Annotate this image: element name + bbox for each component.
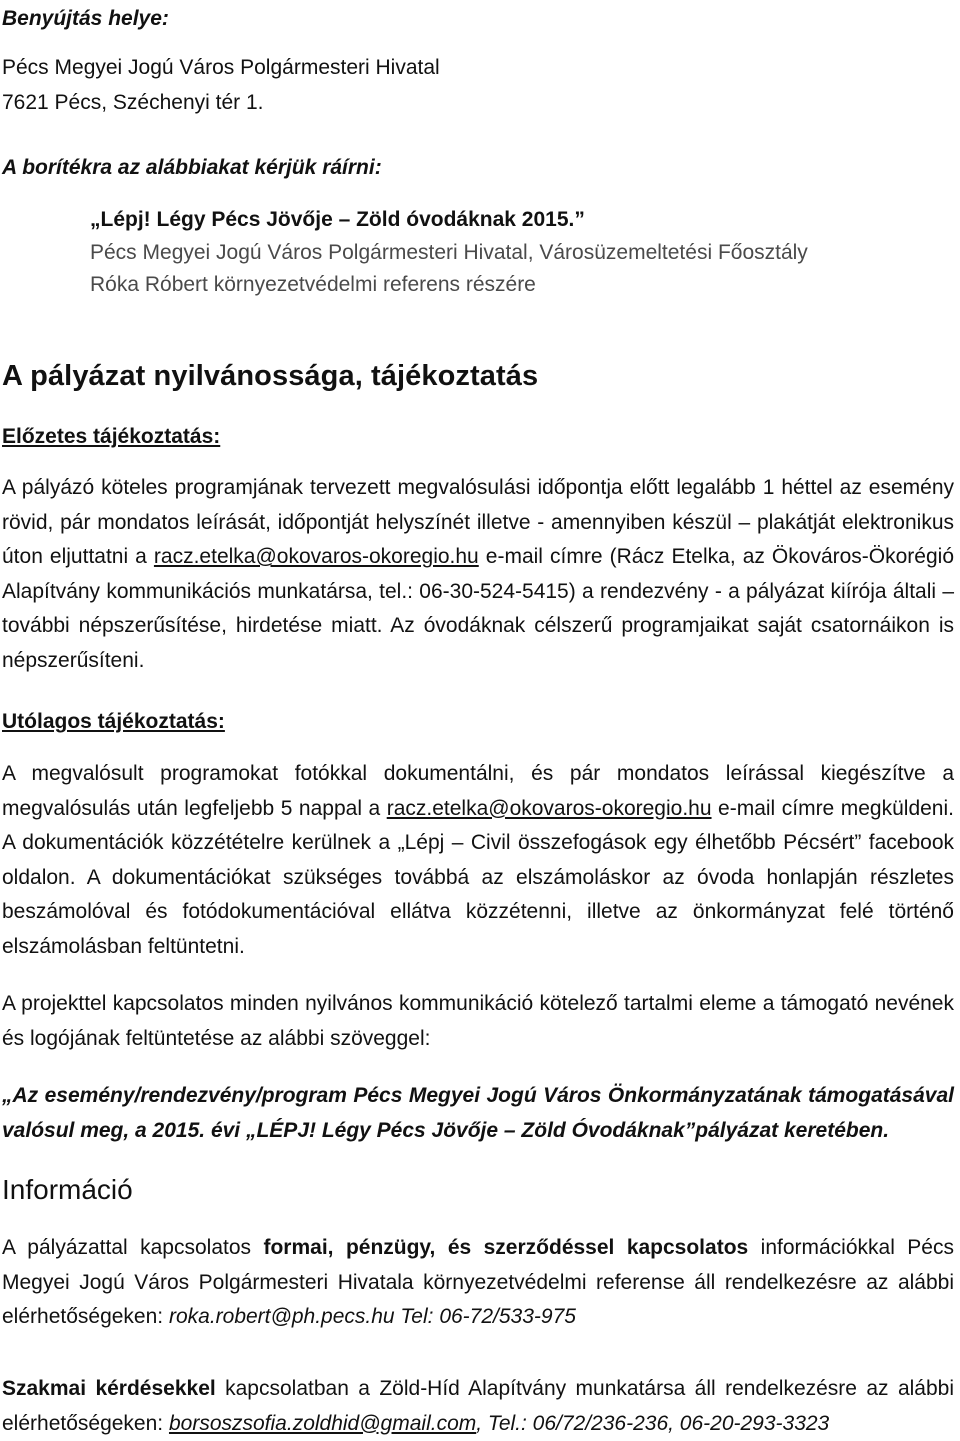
envelope-line-2: Pécs Megyei Jogú Város Polgármesteri Hivatal, Városüzemeltetési Főosztály [90,241,808,264]
address-line-1: Pécs Megyei Jogú Város Polgármesteri Hivatal [2,56,440,79]
pre-info-heading: Előzetes tájékoztatás: [2,425,221,448]
info-p2-bold: Szakmai kérdésekkel [2,1377,216,1400]
communication-paragraph: A projekttel kapcsolatos minden nyilvános kommunikáció kötelező tartalmi eleme a támogató nevének és logójának feltüntetése az alábbi szöveggel: [2,992,954,1050]
envelope-line-1: „Lépj! Légy Pécs Jövője – Zöld óvodáknak 2015.” [90,208,585,231]
info-p1-contact[interactable]: roka.robert@ph.pecs.hu Tel: 06-72/533-975 [168,1305,576,1328]
info-p1-text-a: A pályázattal kapcsolatos [2,1236,264,1259]
info-paragraph-1 [2,1231,954,1335]
info-p2-text-a: kapcsolatban a Zöld-Híd Alapítvány munkatársa áll rendelkezésre az alábbi elérhetőségeken: [2,1377,954,1435]
pre-info-text-1: A pályázó köteles programjának tervezett megvalósulási időpontja előtt legalább 1 héttel az esemény rövid, pár mondatos leírását, időpontját helyszínét illetve - amennyiben készül – plakátját elektronikus úton eljuttatni a [2,476,954,568]
post-info-heading: Utólagos tájékoztatás: [2,710,225,733]
envelope-heading: A borítékra az alábbiakat kérjük ráírni: [2,156,382,179]
info-p1-text-b: információkkal Pécs Megyei Jogú Város Polgármesteri Hivatala környezetvédelmi referense áll rendelkezésre az alábbi elérhetőségeken: [2,1236,954,1328]
post-info-text-2: e-mail címre megküldeni. A dokumentációk közzétételre kerülnek a „Lépj – Civil összefogások egy élhetőbb Pécsért” facebook oldalon. A dokumentációkat szükséges továbbá az elszámoláskor az óvoda honlapján részletes beszámolóval és fotódokumentációval ellátva közzétenni, illetve az önkormányzat felé történő elszámolásban feltüntetni. [2,796,954,958]
submission-place-heading: Benyújtás helye: [2,7,169,30]
pre-info-text-2: e-mail címre (Rácz Etelka, az Ökováros-Ökorégió Alapítvány kommunikációs munkatársa, tel.: 06-30-524-5415) a rendezvény - a pályázat kiírója általi – további népszerűsítése, hirdetése miatt. Az óvodáknak célszerű programjaikat saját csatornáikon is népszerűsíteni. [2,545,954,672]
post-info-text-1: A megvalósult programokat fotókkal dokumentálni, és pár mondatos leírással kiegészítve a megvalósulás után legfeljebb 5 nappal a [2,762,954,820]
info-p2-email-link[interactable]: borsoszsofia.zoldhid@gmail.com [168,1411,477,1435]
publicity-heading: A pályázat nyilvánossága, tájékoztatás [2,360,539,392]
info-p1-bold: formai, pénzügy, és szerződéssel kapcsolatos [263,1236,749,1259]
info-heading: Információ [2,1174,133,1205]
pre-info-paragraph [2,471,954,678]
envelope-line-3: Róka Róbert környezetvédelmi referens részére [90,273,536,296]
sponsor-quote: „Az esemény/rendezvény/program Pécs Megyei Jogú Város Önkormányzatának támogatásával valósul meg, a 2015. évi „LÉPJ! Légy Pécs Jövője – Zöld Óvodáknak”pályázat keretében. [2,1084,954,1142]
address-line-2: 7621 Pécs, Széchenyi tér 1. [2,91,264,114]
post-info-paragraph [2,757,954,964]
post-info-email-link[interactable]: racz.etelka@okovaros-okoregio.hu [386,796,712,820]
info-paragraph-2 [2,1372,954,1441]
info-p2-contact: , Tel.: 06/72/236-236, 06-20-293-3323 [476,1411,830,1435]
pre-info-email-link[interactable]: racz.etelka@okovaros-okoregio.hu [153,545,479,568]
